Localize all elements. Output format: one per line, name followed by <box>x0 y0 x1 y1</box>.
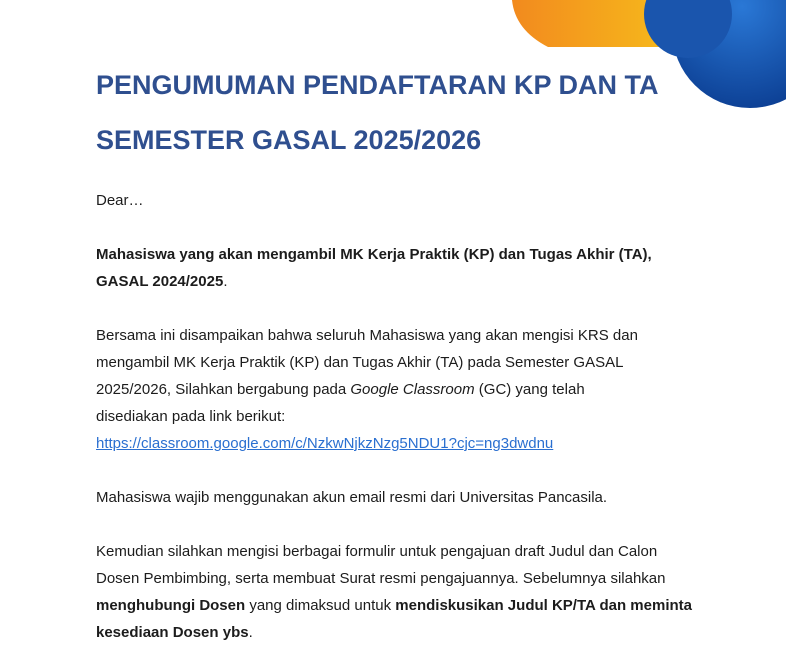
classroom-link[interactable]: https://classroom.google.com/c/NzkwNjkzNzg5NDU1?cjc=ng3dwdnu <box>96 435 554 452</box>
orange-shape <box>512 0 700 47</box>
intro-line-3-emphasis: Google Classroom <box>350 381 475 398</box>
intro-line-2: mengambil MK Kerja Praktik (KP) dan Tugas Akhir (TA) pada Semester GASAL <box>96 354 624 371</box>
instructions-text-2: . <box>248 624 253 641</box>
intro-line-3b: (GC) yang telah <box>474 381 585 398</box>
instructions-bold-3: kesediaan Dosen ybs <box>96 624 249 641</box>
instructions-text-1: yang dimaksud untuk <box>245 597 396 614</box>
announcement-body <box>96 187 716 646</box>
instructions-line-2: Dosen Pembimbing, serta membuat Surat resmi pengajuannya. Sebelumnya silahkan <box>96 570 666 587</box>
audience-paragraph <box>96 241 716 295</box>
audience-line-2: GASAL 2024/2025 <box>96 273 224 290</box>
instructions-bold-1: menghubungi Dosen <box>96 597 246 614</box>
audience-line-1: Mahasiswa yang akan mengambil MK Kerja Praktik (KP) dan Tugas Akhir (TA), <box>96 246 652 263</box>
intro-line-1: Bersama ini disampaikan bahwa seluruh Mahasiswa yang akan mengisi KRS dan <box>96 327 638 344</box>
instructions-line-1: Kemudian silahkan mengisi berbagai formulir untuk pengajuan draft Judul dan Calon <box>96 543 658 560</box>
email-note: Mahasiswa wajib menggunakan akun email resmi dari Universitas Pancasila. <box>96 489 608 506</box>
title-line-2: SEMESTER GASAL 2025/2026 <box>96 125 482 155</box>
instructions-bold-2: mendiskusikan Judul KP/TA dan meminta <box>395 597 692 614</box>
title-line-1: PENGUMUMAN PENDAFTARAN KP DAN TA <box>96 70 659 100</box>
instructions-paragraph <box>96 538 716 646</box>
intro-paragraph <box>96 322 716 457</box>
intro-line-4: disediakan pada link berikut: <box>96 408 286 425</box>
intro-line-3a: 2025/2026, Silahkan bergabung pada <box>96 381 351 398</box>
blue-circle-small <box>644 0 732 58</box>
audience-end: . <box>223 273 228 290</box>
page-title <box>96 58 696 168</box>
greeting: Dear… <box>96 192 144 209</box>
